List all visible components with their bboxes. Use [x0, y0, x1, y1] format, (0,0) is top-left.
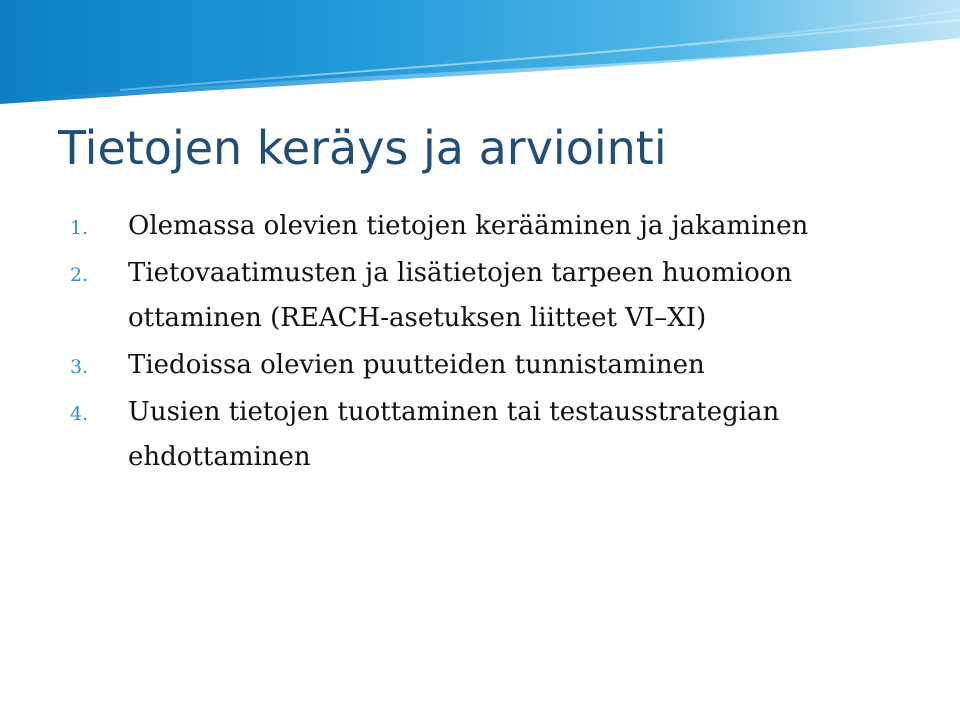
list-item-number: 2. — [70, 264, 89, 286]
list-item-number: 1. — [70, 217, 89, 239]
list-item — [70, 251, 930, 341]
list-item — [70, 343, 930, 388]
list-item-text: Tiedoissa olevien puutteiden tunnistaminen — [128, 350, 705, 380]
list-item-text: Uusien tietojen tuottaminen tai testausstrategian ehdottaminen — [128, 397, 780, 472]
list-item — [70, 390, 930, 480]
slide-title: Tietojen keräys ja arviointi — [58, 121, 667, 175]
list-item-text: Tietovaatimusten ja lisätietojen tarpeen huomioon ottaminen (REACH-asetuksen liitteet VI–XI) — [128, 258, 793, 333]
list-item-number: 3. — [70, 356, 89, 378]
list-item-number: 4. — [70, 403, 89, 425]
numbered-list — [70, 204, 930, 482]
list-item — [70, 204, 930, 249]
blue-wave-banner — [0, 0, 960, 110]
list-item-text: Olemassa olevien tietojen kerääminen ja jakaminen — [128, 211, 809, 241]
